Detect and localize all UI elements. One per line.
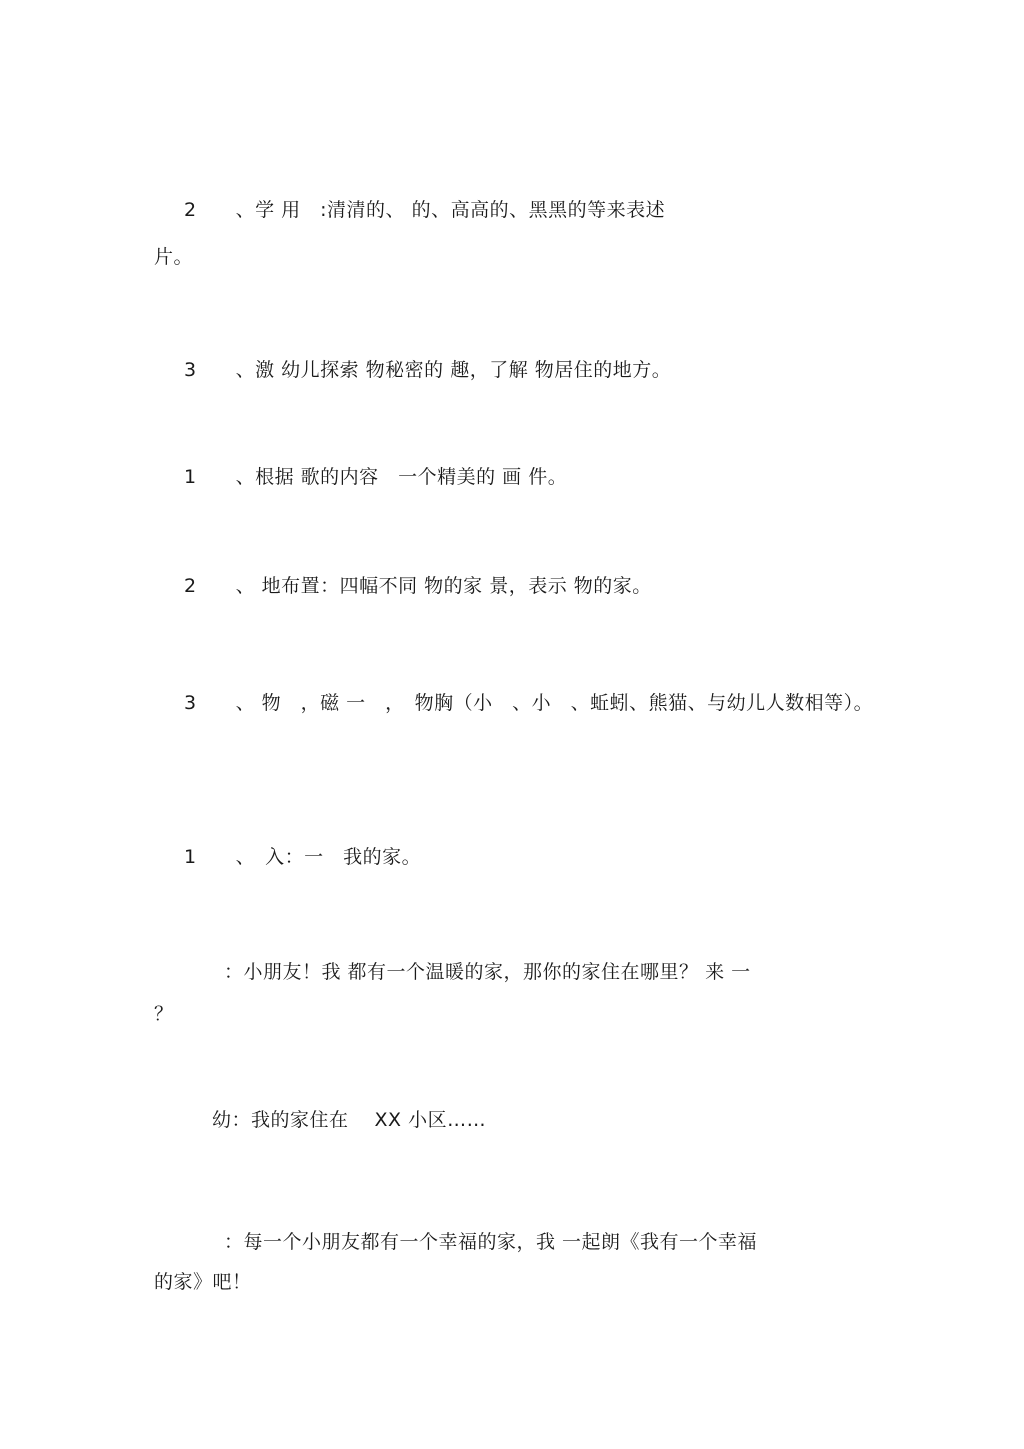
prep-1: 1 、根据 歌的内容 一个精美的 画 件。 xyxy=(184,466,568,488)
prep-2: 2 、 地布置：四幅不同 物的家 景，表示 物的家。 xyxy=(184,575,652,597)
teacher-1-line2: ？ xyxy=(154,1003,174,1025)
prep-3: 3 、 物 ，磁 一 ， 物胸（小 、小 、蚯蚓、熊猫、与幼儿人数相等）。 xyxy=(184,692,874,714)
goal-3: 3 、激 幼儿探索 物秘密的 趣，了解 物居住的地方。 xyxy=(184,359,672,381)
goal-2-line2: 片。 xyxy=(154,246,194,268)
proc-1: 1 、 入：一 我的家。 xyxy=(184,846,422,868)
teacher-2-line2: 的家》吧！ xyxy=(154,1271,252,1293)
goal-2-line1: 2 、学 用 :清清的、 的、高高的、黑黑的等来表述 xyxy=(184,199,666,221)
child-1: 幼：我的家住在 XX 小区…… xyxy=(212,1109,487,1131)
teacher-2-line1: ：每一个小朋友都有一个幸福的家，我 一起朗《我有一个幸福 xyxy=(224,1231,758,1253)
teacher-1-line1: ：小朋友！我 都有一个温暖的家，那你的家住在哪里？ 来 一 xyxy=(224,961,751,983)
